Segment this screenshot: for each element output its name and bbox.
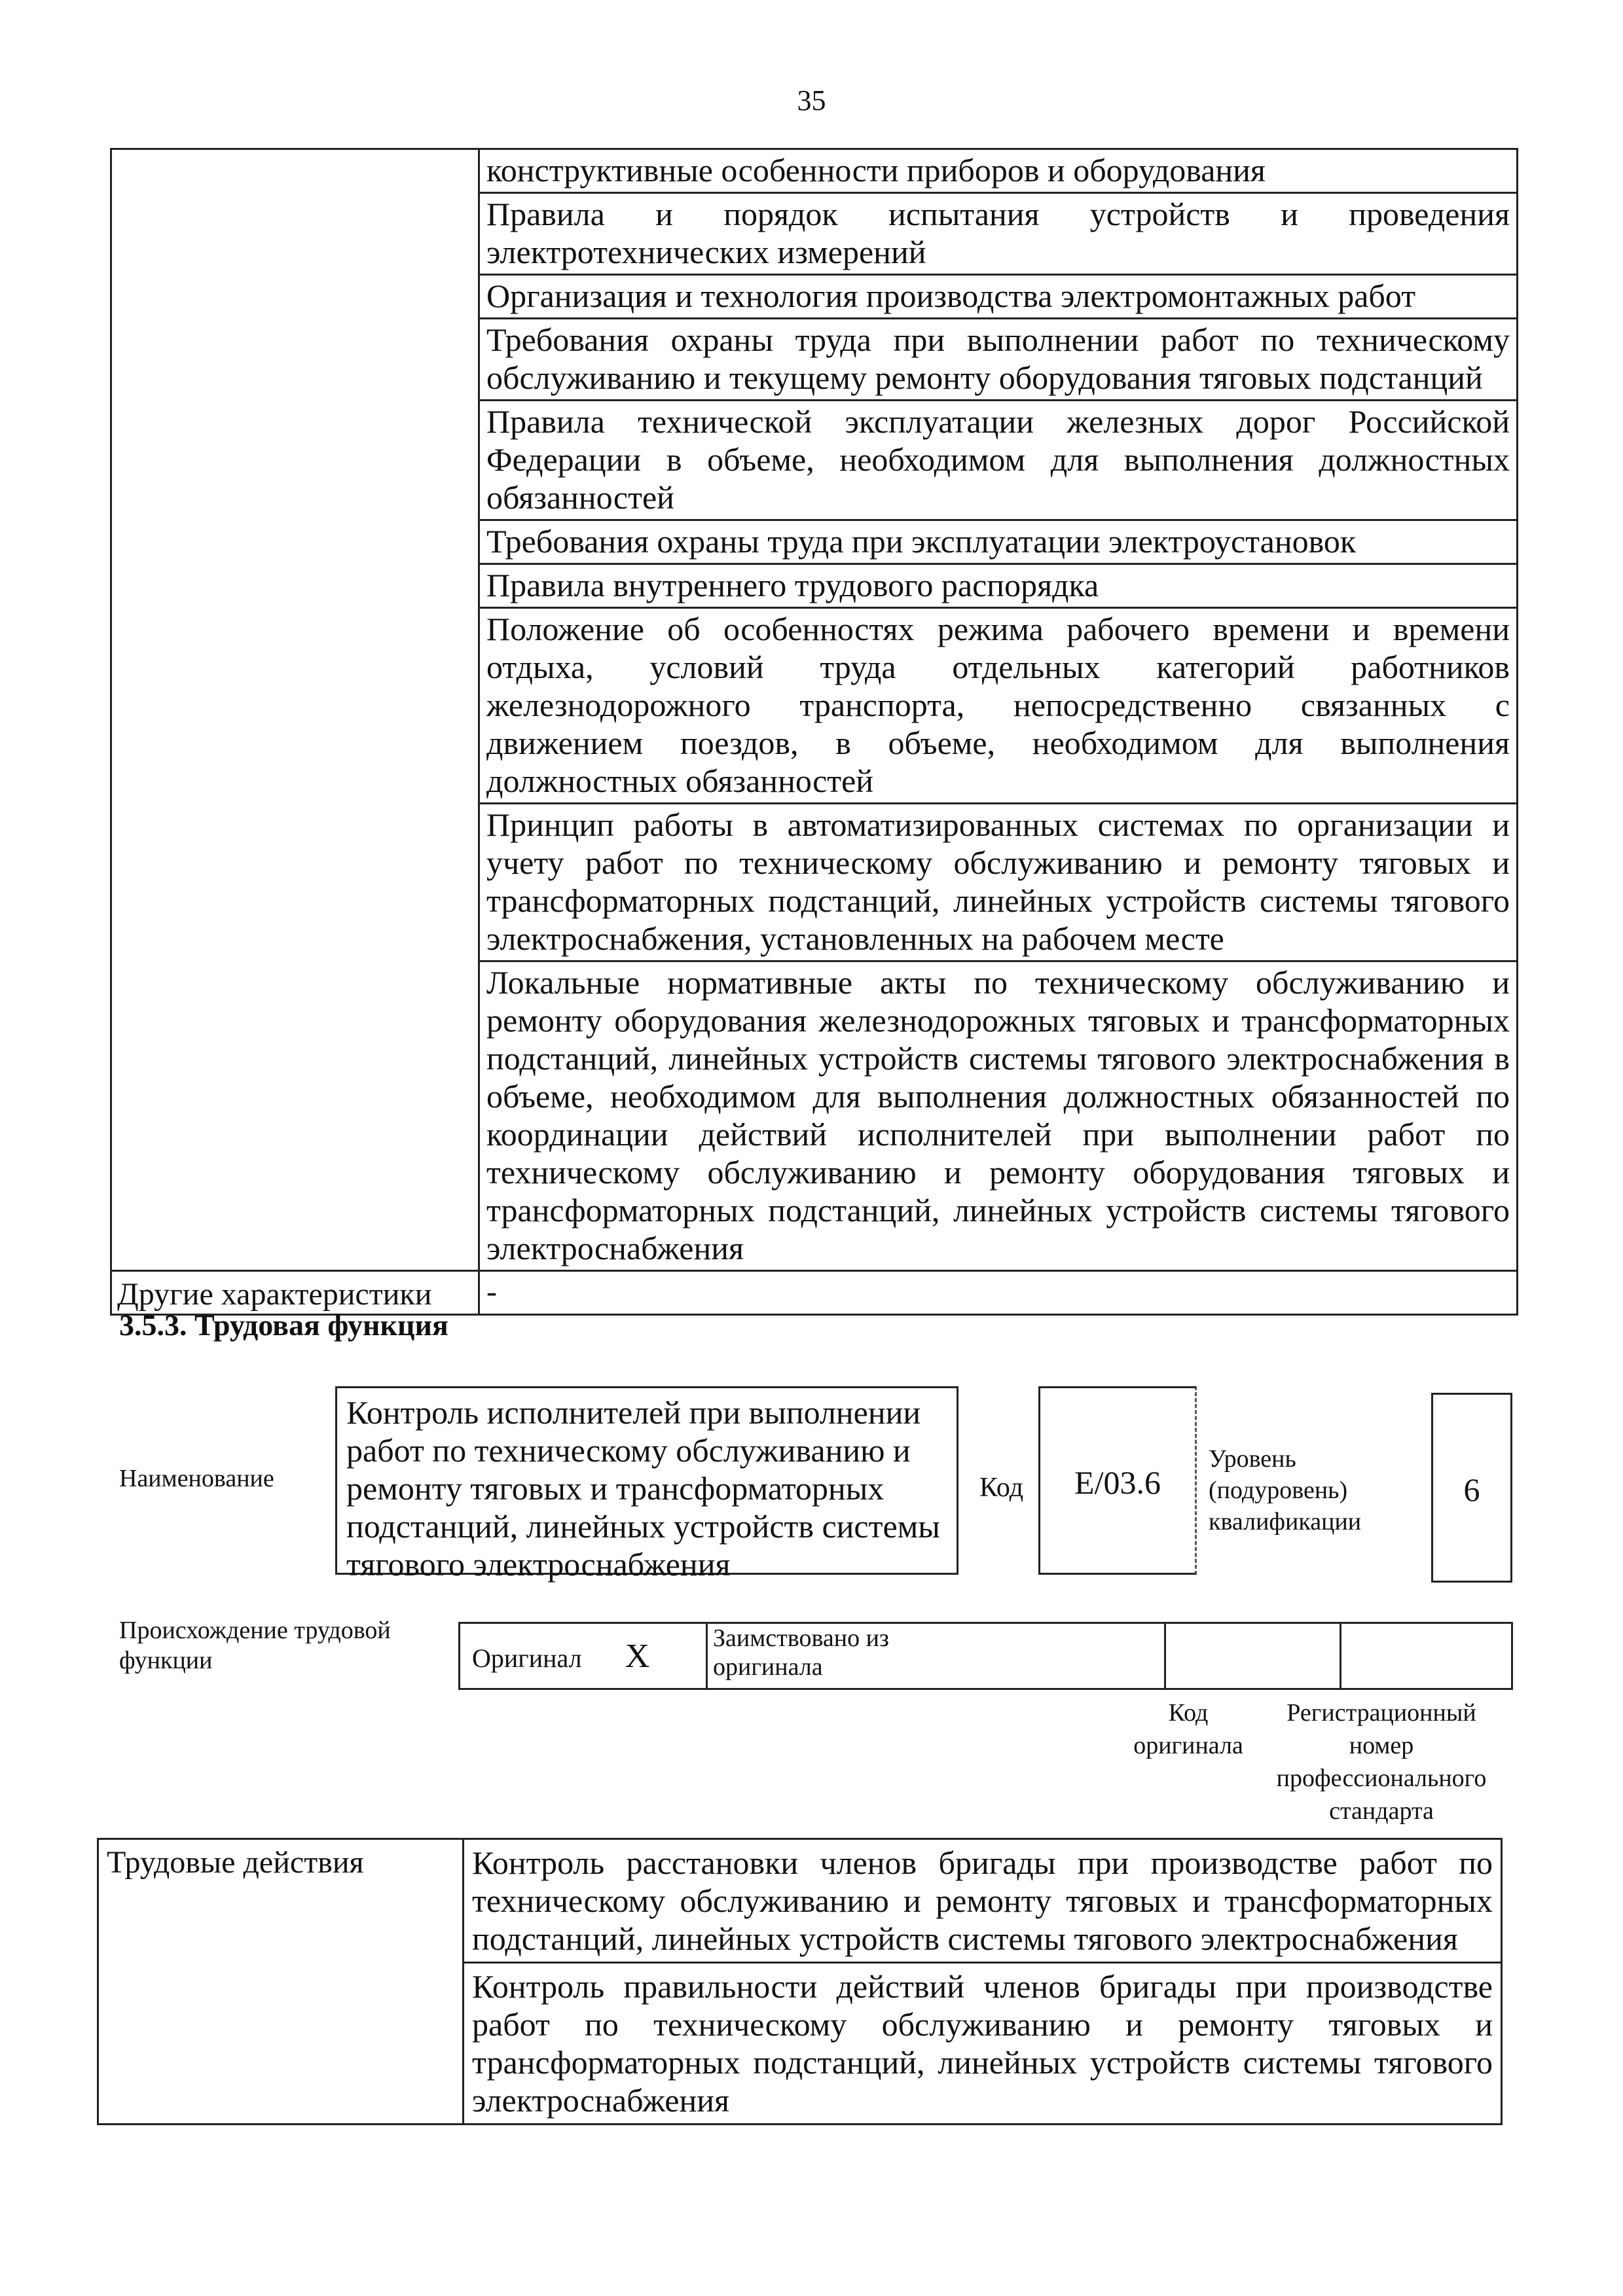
level-label-line1: Уровень (1209, 1445, 1296, 1473)
origin-table (458, 1622, 1513, 1690)
code-caption-line2: оригинала (1133, 1732, 1243, 1759)
registration-number-cell (1341, 1623, 1512, 1689)
labor-actions-label: Трудовые действия (98, 1839, 464, 2125)
borrowed-label-line2: оригинала (713, 1653, 823, 1681)
table-row (460, 1623, 1512, 1689)
borrowed-cell (707, 1623, 1165, 1689)
knowledge-item: Требования охраны труда при эксплуатации электроустановок (479, 520, 1518, 564)
code-label: Код (979, 1473, 1024, 1503)
other-characteristics-value: - (479, 1271, 1518, 1315)
page-number: 35 (797, 84, 826, 117)
code-caption-line1: Код (1168, 1699, 1209, 1727)
knowledge-item: Правила технической эксплуатации железных дорог Российской Федерации в объеме, необходимом для выполнения должностных обязанностей (479, 401, 1518, 520)
other-characteristics-label: Другие характеристики (111, 1271, 479, 1315)
table-row (98, 1839, 1502, 1963)
labor-action-item: Контроль правильности действий членов бригады при производстве работ по техническому обслуживанию и ремонту тяговых и трансформаторных подстанций, линейных устройств системы тягового электроснабжения (464, 1963, 1502, 2125)
knowledge-item: Локальные нормативные акты по техническому обслуживанию и ремонту оборудования железнодорожных тяговых и трансформаторных подстанций, линейных устройств системы тягового электроснабжения в объеме, необходимом для выполнения должностных обязанностей по координации действий исполнителей при выполнении работ по техническому обслуживанию и ремонту оборудования тяговых и трансформаторных подстанций, линейных устройств системы тягового электроснабжения (479, 961, 1518, 1271)
knowledge-item: Требования охраны труда при выполнении работ по техническому обслуживанию и текущему ремонту оборудования тяговых подстанций (479, 319, 1518, 401)
level-label-line3: квалификации (1209, 1508, 1362, 1535)
reg-caption-line1: Регистрационный (1286, 1699, 1476, 1727)
labor-action-item: Контроль расстановки членов бригады при производстве работ по техническому обслуживанию и ремонту тяговых и трансформаторных подстанций, линейных устройств системы тягового электроснабжения (464, 1839, 1502, 1963)
origin-label-line1: Происхождение трудовой (119, 1617, 391, 1644)
function-code-box: E/03.6 (1038, 1386, 1197, 1575)
knowledge-item: конструктивные особенности приборов и оборудования (479, 149, 1518, 193)
labor-actions-table (97, 1838, 1503, 2125)
reg-caption-line4: стандарта (1329, 1797, 1434, 1825)
reg-caption-line2: номер (1349, 1732, 1414, 1759)
function-name-box: Контроль исполнителей при выполнении работ по техническому обслуживанию и ремонту тяговых и трансформаторных подстанций, линейных устройств системы тягового электроснабжения (335, 1386, 958, 1575)
reg-caption-line3: профессионального (1276, 1765, 1487, 1792)
original-mark: X (625, 1637, 650, 1675)
origin-label-line2: функции (119, 1647, 213, 1674)
borrowed-label-line1: Заимствовано из (713, 1624, 889, 1652)
knowledge-item: Положение об особенностях режима рабочего времени и времени отдыха, условий труда отдельных категорий работников железнодорожного транспорта, непосредственно связанных с движением поездов, в объеме, необходимом для выполнения должностных обязанностей (479, 608, 1518, 804)
original-code-cell (1165, 1623, 1341, 1689)
knowledge-item: Правила и порядок испытания устройств и проведения электротехнических измерений (479, 193, 1518, 275)
level-label-line2: (подуровень) (1209, 1477, 1348, 1504)
qualification-level-box: 6 (1431, 1393, 1512, 1583)
table-row (111, 149, 1518, 193)
knowledge-item: Принцип работы в автоматизированных системах по организации и учету работ по техническому обслуживанию и ремонту тяговых и трансформаторных подстанций, линейных устройств системы тягового электроснабжения, установленных на рабочем месте (479, 804, 1518, 961)
original-cell (460, 1623, 707, 1689)
knowledge-item: Организация и технология производства электромонтажных работ (479, 275, 1518, 319)
name-label: Наименование (119, 1465, 274, 1492)
knowledge-table (110, 148, 1518, 1316)
original-label: Оригинал (472, 1643, 582, 1673)
knowledge-item: Правила внутреннего трудового распорядка (479, 564, 1518, 608)
knowledge-label-cell (111, 149, 479, 1271)
section-heading: 3.5.3. Трудовая функция (119, 1308, 448, 1342)
